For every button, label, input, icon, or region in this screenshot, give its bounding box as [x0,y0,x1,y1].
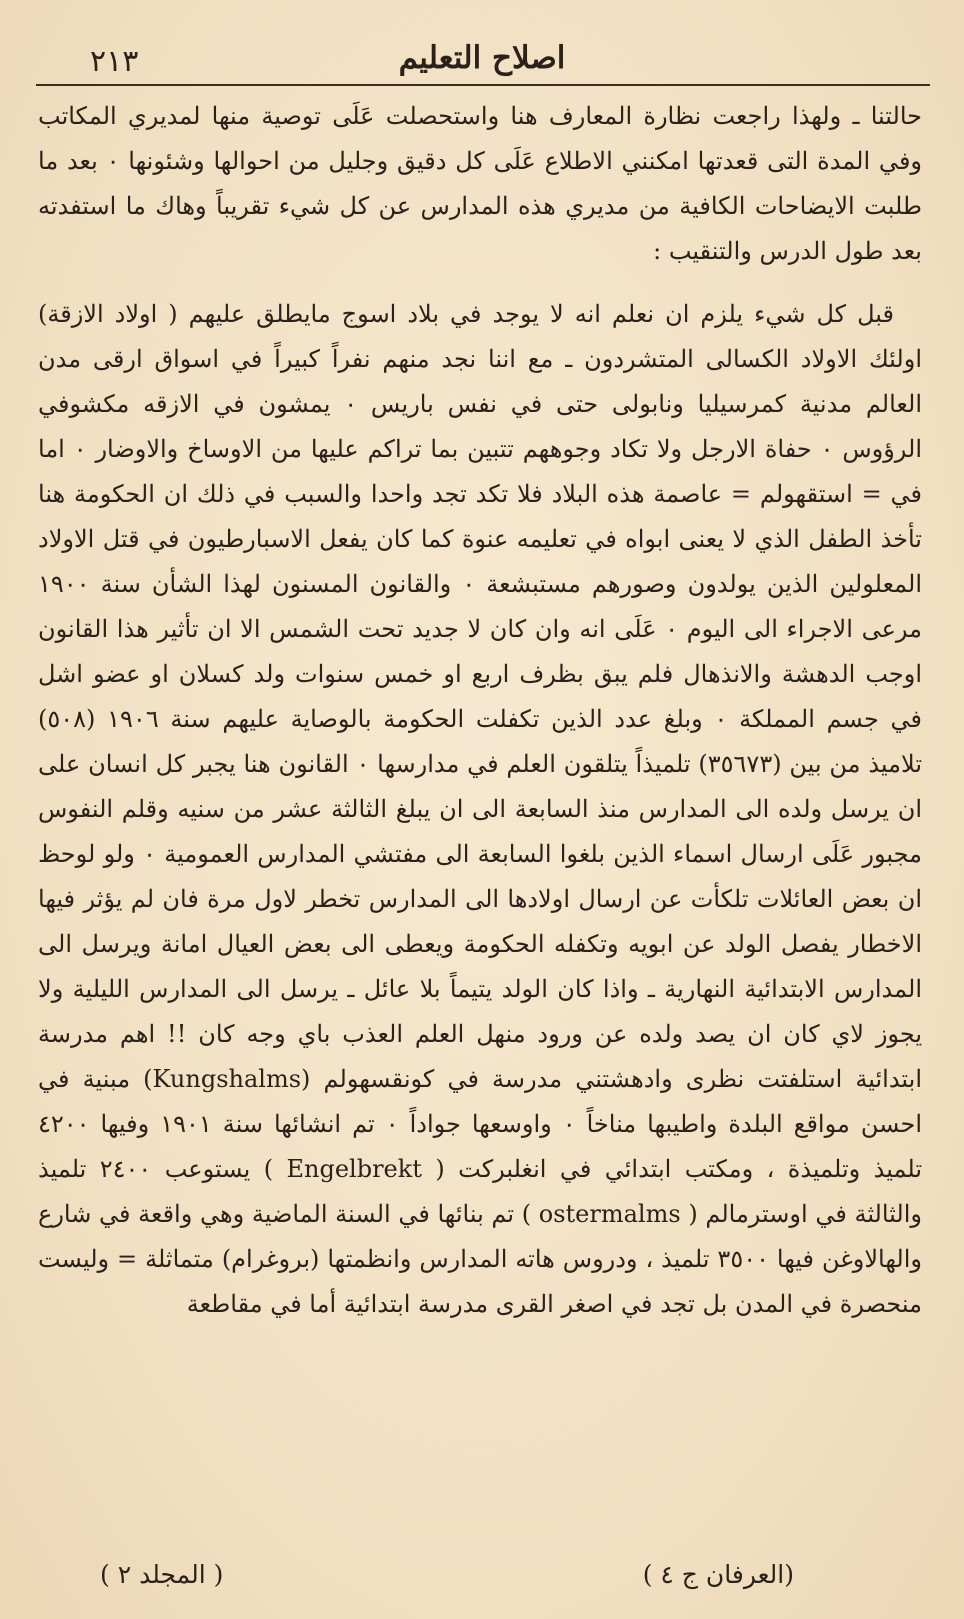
header-rule [36,84,930,86]
paragraph-intro: حالتنا ـ ولهذا راجعت نظارة المعارف هنا واستحصلت عَلَى توصية منها لمديري المكاتب وفي المدة التى قعدتها امكنني الاطلاع عَلَى كل دقيق وجليل من احوالها وشئونها ٠ بعد ما طلبت الايضاحات الكافية من مديري هذه المدارس عن كل شيء تقريباً وهاك ما استفدته بعد طول الدرس والتنقيب : [38,102,923,265]
running-title: اصلاح التعليم [398,40,566,76]
page-header [38,38,926,86]
article-body [38,94,922,1327]
footer-journal-issue: (العرفان ج ٤ ) [642,1560,794,1589]
page-footer [80,1560,884,1596]
page-number: ٢١٣ [90,44,139,79]
paragraph-main: قبل كل شيء يلزم ان نعلم انه لا يوجد في بلاد اسوج مايطلق عليهم ( اولاد الازقة) اولئك الاولاد الكسالى المتشردون ـ مع اننا نجد منهم نفراً كبيراً في اسواق ارقى مدن العالم مدنية كمرسيليا ونابولى حتى في نفس باريس ٠ يمشون في الازقه مكشوفي الرؤوس ٠ حفاة الارجل ولا تكاد وجوههم تتبين بما تراكم عليها من الاوساخ والاوضار ٠ اما في = استقهولم = عاصمة هذه البلاد فلا تكد تجد واحدا والسبب في ذلك ان الحكومة هنا تأخذ الطفل الذي لا يعنى ابواه في تعليمه عنوة كما كان يفعل الاسبارطيون في قتل الاولاد المعلولين الذين يولدون وصورهم مستبشعة ٠ والقانون المسنون لهذا الشأن سنة ١٩٠٠ مرعى الاجراء الى اليوم ٠ عَلَى انه وان كان لا جديد تحت الشمس الا ان تأثير هذا القانون اوجب الدهشة والانذهال فلم يبق بظرف اربع او خمس سنوات ولد كسلان او عضو اشل في جسم المملكة ٠ وبلغ عدد الذين تكفلت الحكومة بالوصاية عليهم سنة ١٩٠٦ (٥٠٨) تلاميذ من بين (٣٥٦٧٣) تلميذاً يتلقون العلم في مدارسها ٠ القانون هنا يجبر كل انسان على ان يرسل ولده الى المدارس منذ السابعة الى ان يبلغ الثالثة عشر من سنيه وقلم النفوس مجبور عَلَى ارسال اسماء الذين بلغوا السابعة الى مفتشي المدارس العمومية ٠ ولو لوحظ ان بعض العائلات تلكأت عن ارسال اولادها الى المدارس تخطر لاول مرة فان لم يؤثر فيها الاخطار يفصل الولد عن ابويه وتكفله الحكومة ويعطى الى بعض العيال امانة ويرسل الى المدارس الابتدائية النهارية ـ واذا كان الولد يتيماً بلا عائل ـ يرسل الى المدارس الليلية ولا يجوز لاي كان ان يصد ولده عن ورود منهل العلم العذب باي وجه كان !! اهم مدرسة ابتدائية استلفتت نظرى وادهشتني مدرسة في كونقسهولم (Kungshalms) مبنية في احسن مواقع البلدة واطيبها مناخاً ٠ واوسعها جواداً ٠ تم انشائها سنة ١٩٠١ وفيها ٤٢٠٠ تلميذ وتلميذة ، ومكتب ابتدائي في انغلبركت ( Engelbrekt ) يستوعب ٢٤٠٠ تلميذ والثالثة في اوسترمالم ( ostermalms ) تم بنائها في السنة الماضية وهي واقعة في شارع والهالاوغن فيها ٣٥٠٠ تلميذ ، ودروس هاته المدارس وانظمتها (بروغرام) متماثلة = وليست منحصرة في المدن بل تجد في اصغر القرى مدرسة ابتدائية أما في مقاطعة [38,300,923,1318]
footer-volume: ( المجلد ٢ ) [100,1560,224,1589]
